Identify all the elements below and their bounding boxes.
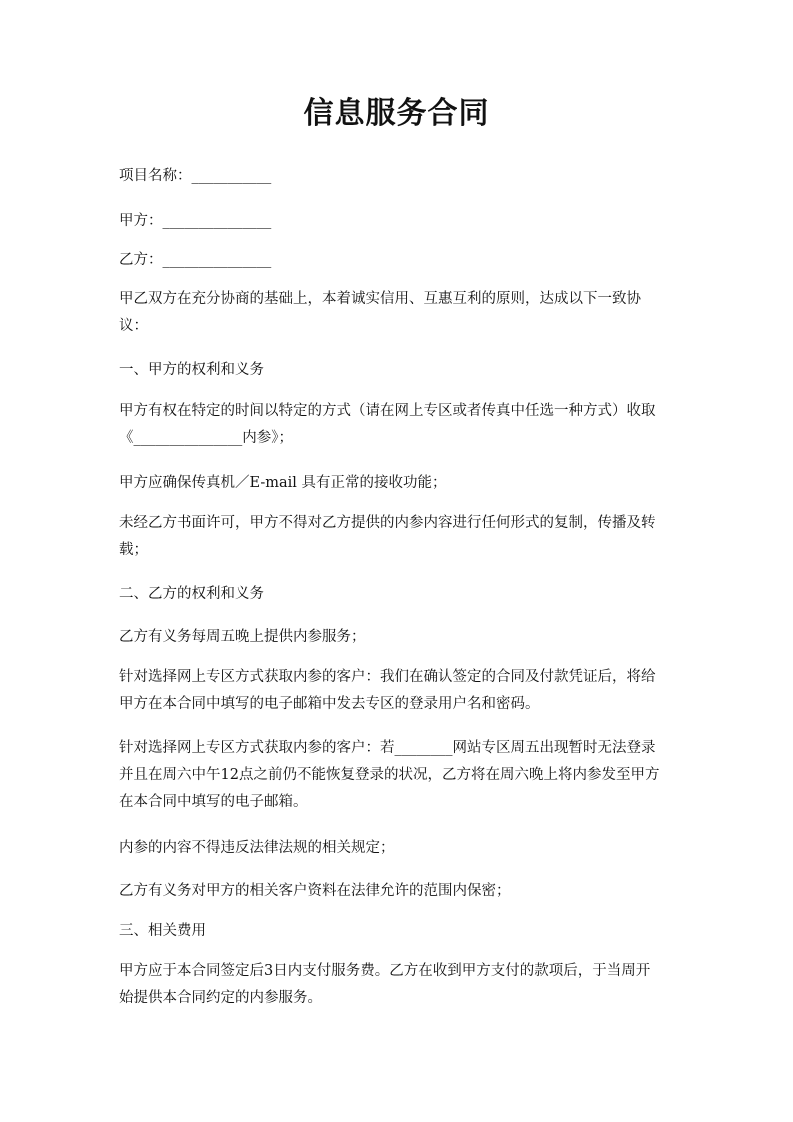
clause-line: 在本合同中填写的电子邮箱。 (119, 794, 308, 810)
clause-line: 甲方在本合同中填写的电子邮箱中发去专区的登录用户名和密码。 (119, 696, 540, 712)
intro-line-2: 议： (119, 318, 148, 334)
clause-line: 《_______________内参》； (119, 430, 293, 446)
document-title: 信息服务合同 (303, 96, 490, 131)
clause-line: 针对选择网上专区方式获取内参的客户：若________网站专区周五出现暂时无法登录 (119, 740, 656, 756)
clause-line: 未经乙方书面许可，甲方不得对乙方提供的内参内容进行任何形式的复制，传播及转 (119, 515, 656, 531)
section-2-clause-3 (119, 735, 679, 816)
section-2-clause-1: 乙方有义务每周五晚上提供内参服务； (119, 629, 366, 645)
clause-line: 甲方应于本合同签定后3日内支付服务费。乙方在收到甲方支付的款项后，于当周开 (119, 963, 651, 979)
section-3-clause-1 (119, 958, 679, 1012)
intro-line-1: 甲乙双方在充分协商的基础上，本着诚实信用、互惠互利的原则，达成以下一致协 (119, 291, 641, 307)
section-2-heading: 二、乙方的权利和义务 (119, 586, 264, 602)
section-2-clause-2 (119, 664, 679, 718)
clause-line: 针对选择网上专区方式获取内参的客户：我们在确认签定的合同及付款凭证后，将给 (119, 669, 656, 685)
clause-line: 载； (119, 542, 148, 558)
party-b-field: 乙方：_______________ (119, 252, 272, 268)
section-2-clause-5: 乙方有义务对甲方的相关客户资料在法律允许的范围内保密； (119, 883, 511, 899)
intro-paragraph (119, 286, 679, 340)
section-2-clause-4: 内参的内容不得违反法律法规的相关规定； (119, 840, 395, 856)
section-1-clause-3 (119, 510, 679, 564)
clause-line: 始提供本合同约定的内参服务。 (119, 990, 322, 1006)
clause-line: 并且在周六中午12点之前仍不能恢复登录的状况，乙方将在周六晚上将内参发至甲方 (119, 767, 660, 783)
section-1-heading: 一、甲方的权利和义务 (119, 362, 264, 378)
section-3-heading: 三、相关费用 (119, 923, 206, 939)
project-name-field: 项目名称：___________ (119, 168, 272, 184)
clause-line: 甲方有权在特定的时间以特定的方式（请在网上专区或者传真中任选一种方式）收取 (119, 403, 656, 419)
party-a-field: 甲方：_______________ (119, 213, 272, 229)
section-1-clause-2: 甲方应确保传真机／E-mail 具有正常的接收功能； (119, 475, 447, 491)
section-1-clause-1 (119, 398, 679, 452)
